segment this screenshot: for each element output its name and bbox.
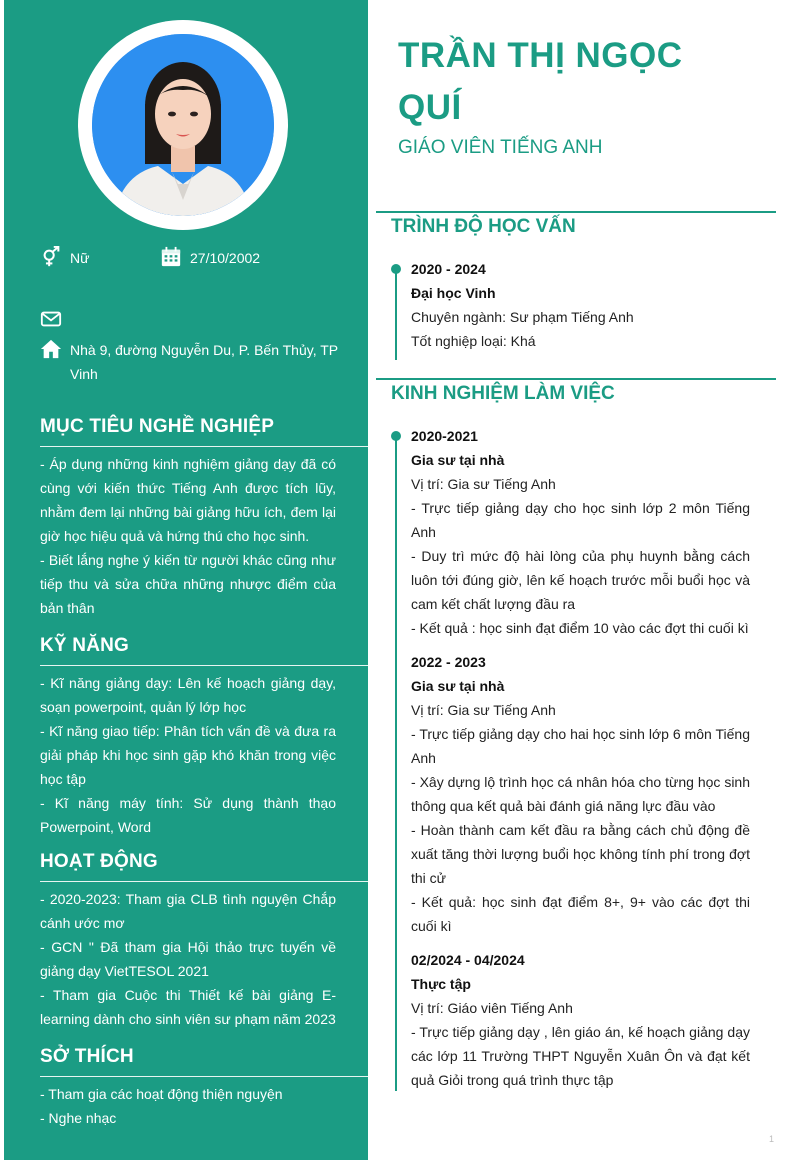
- calendar-icon: [160, 246, 182, 268]
- education-grade: Tốt nghiệp loại: Khá: [411, 333, 536, 349]
- avatar: [92, 34, 274, 216]
- activities-line: - 2020-2023: Tham gia CLB tình nguyện Chắp cánh ước mơ: [40, 891, 336, 931]
- experience-period: 02/2024 - 04/2024: [411, 952, 525, 968]
- experience-position: Vị trí: Giáo viên Tiếng Anh: [411, 1000, 573, 1016]
- experience-period: 2022 - 2023: [411, 654, 486, 670]
- objective-line: - Biết lắng nghe ý kiến từ người khác cũng như tiếp thu và sửa chữa những nhược điểm của bản thân: [40, 552, 336, 616]
- skills-line: - Kĩ năng giảng dạy: Lên kế hoạch giảng dạy, soạn powerpoint, quản lý lớp học: [40, 675, 336, 715]
- experience-company: Gia sư tại nhà: [411, 678, 505, 694]
- education-entry: [411, 257, 750, 353]
- experience-entry: [411, 650, 750, 938]
- home-icon: [40, 338, 62, 360]
- candidate-name: TRẦN THỊ NGỌC QUÍ: [398, 36, 683, 127]
- education-major: Chuyên ngành: Sư phạm Tiếng Anh: [411, 309, 634, 325]
- objective-line: - Áp dụng những kinh nghiệm giảng dạy đã có cùng với kiến thức Tiếng Anh được tích lũy, nhằm đem lại những bài giảng hữu ích, đem lại giờ học hiệu quả và hứng thú cho học sinh.: [40, 456, 336, 544]
- gender-icon: [40, 246, 62, 268]
- experience-timeline-dot: [391, 431, 401, 441]
- education-period: 2020 - 2024: [411, 261, 486, 277]
- experience-line: - Kết quả : học sinh đạt điểm 10 vào các đợt thi cuối kì: [411, 620, 749, 636]
- education-title: TRÌNH ĐỘ HỌC VẤN: [391, 216, 576, 237]
- objective-divider: [40, 446, 368, 447]
- activities-divider: [40, 881, 368, 882]
- skills-divider: [40, 665, 368, 666]
- skills-line: - Kĩ năng máy tính: Sử dụng thành thạo Powerpoint, Word: [40, 795, 336, 835]
- experience-company: Gia sư tại nhà: [411, 452, 505, 468]
- education-divider: [376, 211, 776, 213]
- experience-position: Vị trí: Gia sư Tiếng Anh: [411, 702, 556, 718]
- activities-title: HOẠT ĐỘNG: [40, 851, 158, 872]
- address-text: Nhà 9, đường Nguyễn Du, P. Bến Thủy, TP Vinh: [70, 342, 338, 382]
- experience-title: KINH NGHIỆM LÀM VIỆC: [391, 383, 615, 404]
- experience-line: - Trực tiếp giảng dạy cho học sinh lớp 2 môn Tiếng Anh: [411, 500, 750, 540]
- skills-line: - Kĩ năng giao tiếp: Phân tích vấn đề và đưa ra giải pháp khi học sinh gặp khó khăn trong việc học tập: [40, 723, 336, 787]
- hobbies-title: SỞ THÍCH: [40, 1046, 134, 1067]
- gender-row: [40, 246, 89, 270]
- hobbies-line: - Nghe nhạc: [40, 1110, 117, 1126]
- education-timeline: [395, 270, 397, 360]
- birthday-text: 27/10/2002: [190, 250, 261, 266]
- objective-body: [40, 452, 336, 620]
- candidate-role: GIÁO VIÊN TIẾNG ANH: [398, 137, 603, 158]
- experience-timeline: [395, 437, 397, 1091]
- experience-line: - Trực tiếp giảng dạy cho hai học sinh lớp 6 môn Tiếng Anh: [411, 726, 750, 766]
- avatar-ring: [78, 20, 288, 230]
- education-timeline-dot: [391, 264, 401, 274]
- experience-line: - Trực tiếp giảng dạy , lên giáo án, kế hoạch giảng dạy các lớp 11 Trường THPT Nguyễn Xuân Ôn và đạt kết quả Giỏi trong quá trình thực tập: [411, 1024, 750, 1088]
- activities-line: - GCN " Đã tham gia Hội thảo trực tuyến về giảng dạy VietTESOL 2021: [40, 939, 336, 979]
- skills-body: [40, 671, 336, 839]
- hobbies-body: [40, 1082, 336, 1130]
- skills-title: KỸ NĂNG: [40, 635, 130, 656]
- experience-entry: [411, 424, 750, 640]
- education-school: Đại học Vinh: [411, 285, 496, 301]
- activities-line: - Tham gia Cuộc thi Thiết kế bài giảng E-learning dành cho sinh viên sư phạm năm 2023: [40, 987, 336, 1027]
- birthday-row: [160, 246, 260, 270]
- experience-line: - Xây dựng lộ trình học cá nhân hóa cho từng học sinh thông qua kết quả bài đánh giá năng lực đầu vào: [411, 774, 750, 814]
- activities-body: [40, 887, 336, 1031]
- hobbies-divider: [40, 1076, 368, 1077]
- address-row: [40, 338, 340, 386]
- experience-line: - Duy trì mức độ hài lòng của phụ huynh bằng cách luôn tới đúng giờ, lên kế hoạch trước mỗi buổi học và cam kết chất lượng đầu ra: [411, 548, 750, 612]
- email-row: [40, 308, 70, 330]
- experience-position: Vị trí: Gia sư Tiếng Anh: [411, 476, 556, 492]
- experience-divider: [376, 378, 776, 380]
- hobbies-line: - Tham gia các hoạt động thiện nguyện: [40, 1086, 283, 1102]
- experience-company: Thực tập: [411, 976, 471, 992]
- sidebar: [4, 0, 368, 1160]
- gender-text: Nữ: [70, 250, 90, 266]
- page-number: 1: [768, 1134, 774, 1144]
- email-icon: [40, 308, 62, 330]
- experience-entry: [411, 948, 750, 1092]
- experience-line: - Hoàn thành cam kết đầu ra bằng cách chủ động đề xuất tăng thời lượng buổi học không tính phí trong đợt thi cử: [411, 822, 750, 886]
- experience-line: - Kết quả: học sinh đạt điểm 8+, 9+ vào các đợt thi cuối kì: [411, 894, 750, 934]
- experience-period: 2020-2021: [411, 428, 478, 444]
- objective-title: MỤC TIÊU NGHỀ NGHIỆP: [40, 416, 275, 437]
